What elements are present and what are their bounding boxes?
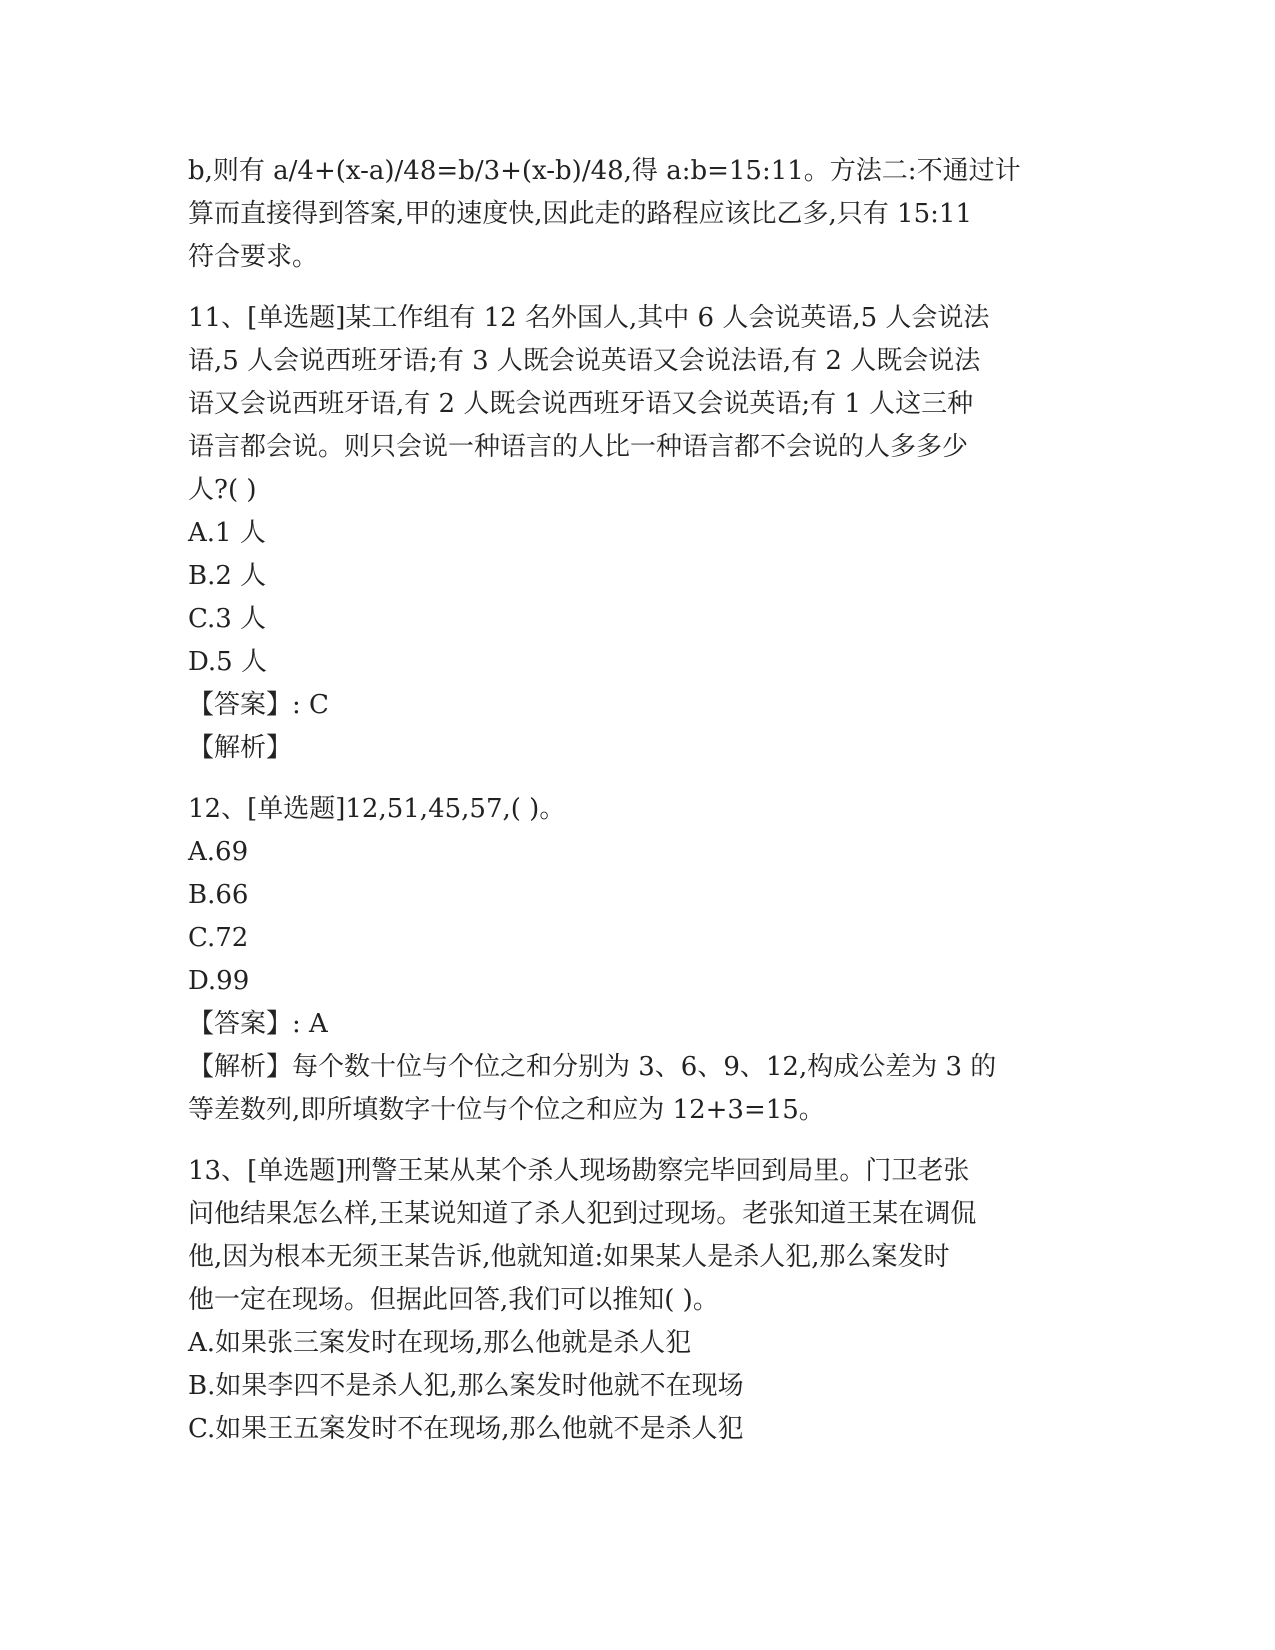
analysis-line: 等差数列,即所填数字十位与个位之和应为 12+3=15。 xyxy=(188,1095,825,1125)
question-12 xyxy=(188,788,1088,1132)
question-stem-line: 问他结果怎么样,王某说知道了杀人犯到过现场。老张知道王某在调侃 xyxy=(188,1199,977,1229)
answer-line: 【答案】: C xyxy=(188,690,329,720)
question-stem-line: 11、[单选题]某工作组有 12 名外国人,其中 6 人会说英语,5 人会说法 xyxy=(188,303,990,333)
question-13 xyxy=(188,1150,1088,1451)
option-b: B.66 xyxy=(188,880,249,910)
text-line: 算而直接得到答案,甲的速度快,因此走的路程应该比乙多,只有 15:11 xyxy=(188,199,972,229)
question-stem-line: 13、[单选题]刑警王某从某个杀人现场勘察完毕回到局里。门卫老张 xyxy=(188,1156,970,1186)
question-stem-line: 他一定在现场。但据此回答,我们可以推知( )。 xyxy=(188,1285,719,1315)
option-a: A.如果张三案发时在现场,那么他就是杀人犯 xyxy=(188,1328,692,1358)
option-d: D.5 人 xyxy=(188,647,267,677)
question-11 xyxy=(188,297,1088,770)
question-stem-line: 语,5 人会说西班牙语;有 3 人既会说英语又会说法语,有 2 人既会说法 xyxy=(188,346,981,376)
text-line: 符合要求。 xyxy=(188,242,319,272)
text-line: b,则有 a/4+(x-a)/48=b/3+(x-b)/48,得 a:b=15:11。方法二:不通过计 xyxy=(188,156,1021,186)
answer-line: 【答案】: A xyxy=(188,1009,328,1039)
previous-solution xyxy=(188,150,1088,279)
option-c: C.如果王五案发时不在现场,那么他就不是杀人犯 xyxy=(188,1414,744,1444)
option-c: C.72 xyxy=(188,923,249,953)
question-stem-line: 他,因为根本无须王某告诉,他就知道:如果某人是杀人犯,那么案发时 xyxy=(188,1242,950,1272)
option-b: B.如果李四不是杀人犯,那么案发时他就不在现场 xyxy=(188,1371,744,1401)
question-stem-line: 人?( ) xyxy=(188,475,257,505)
analysis-line: 【解析】 xyxy=(188,733,293,763)
question-stem-line: 语言都会说。则只会说一种语言的人比一种语言都不会说的人多多少 xyxy=(188,432,969,462)
option-c: C.3 人 xyxy=(188,604,267,634)
option-a: A.69 xyxy=(188,837,249,867)
option-b: B.2 人 xyxy=(188,561,267,591)
option-a: A.1 人 xyxy=(188,518,266,548)
page-content xyxy=(188,150,1088,1451)
analysis-line: 【解析】每个数十位与个位之和分别为 3、6、9、12,构成公差为 3 的 xyxy=(188,1052,997,1082)
option-d: D.99 xyxy=(188,966,250,996)
question-stem-line: 语又会说西班牙语,有 2 人既会说西班牙语又会说英语;有 1 人这三种 xyxy=(188,389,974,419)
question-stem-line: 12、[单选题]12,51,45,57,( )。 xyxy=(188,794,566,824)
